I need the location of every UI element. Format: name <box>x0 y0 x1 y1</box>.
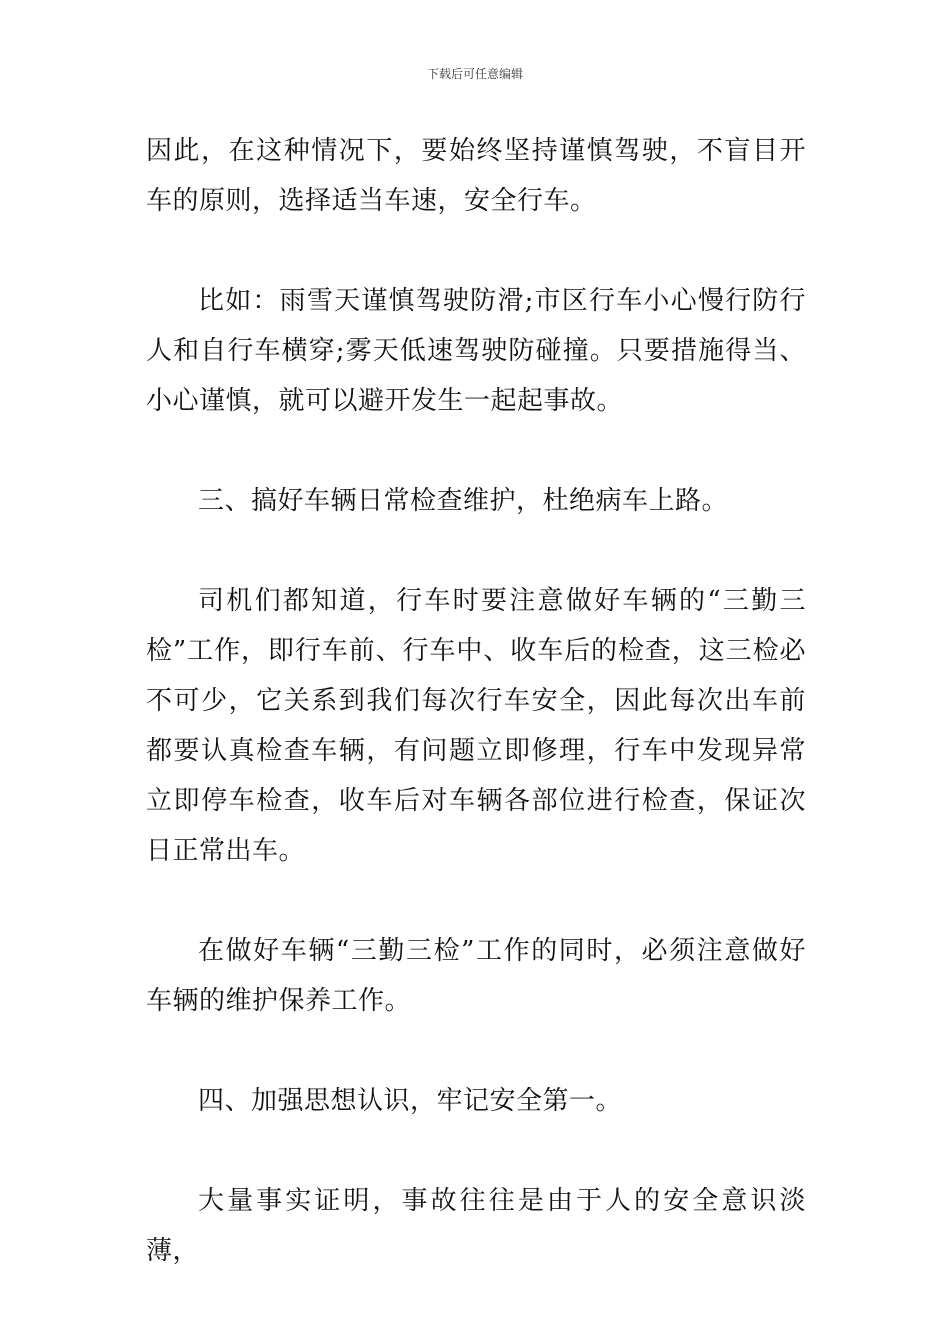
paragraph-1: 因此，在这种情况下，要始终坚持谨慎驾驶，不盲目开车的原则，选择适当车速，安全行车。 <box>146 136 806 216</box>
document-body <box>146 126 806 1326</box>
paragraph-4: 司机们都知道，行车时要注意做好车辆的“三勤三检”工作，即行车前、行车中、收车后的检查，这三检必不可少，它关系到我们每次行车安全，因此每次出车前都要认真检查车辆，有问题立即修理，行车中发现异常立即停车检查，收车后对车辆各部位进行检查，保证次日正常出车。 <box>146 586 806 866</box>
section-heading-4: 四、加强思想认识，牢记安全第一。 <box>198 1086 623 1116</box>
page-header: 下载后可任意编辑 <box>426 67 523 81</box>
section-heading-3: 三、搞好车辆日常检查维护，杜绝病车上路。 <box>198 486 729 516</box>
paragraph-2: 比如：雨雪天谨慎驾驶防滑;市区行车小心慢行防行人和自行车横穿;雾天低速驾驶防碰撞。只要措施得当、小心谨慎，就可以避开发生一起起事故。 <box>146 286 806 416</box>
paragraph-5: 在做好车辆“三勤三检”工作的同时，必须注意做好车辆的维护保养工作。 <box>146 936 806 1016</box>
paragraph-7: 大量事实证明，事故往往是由于人的安全意识淡薄， <box>146 1186 806 1266</box>
